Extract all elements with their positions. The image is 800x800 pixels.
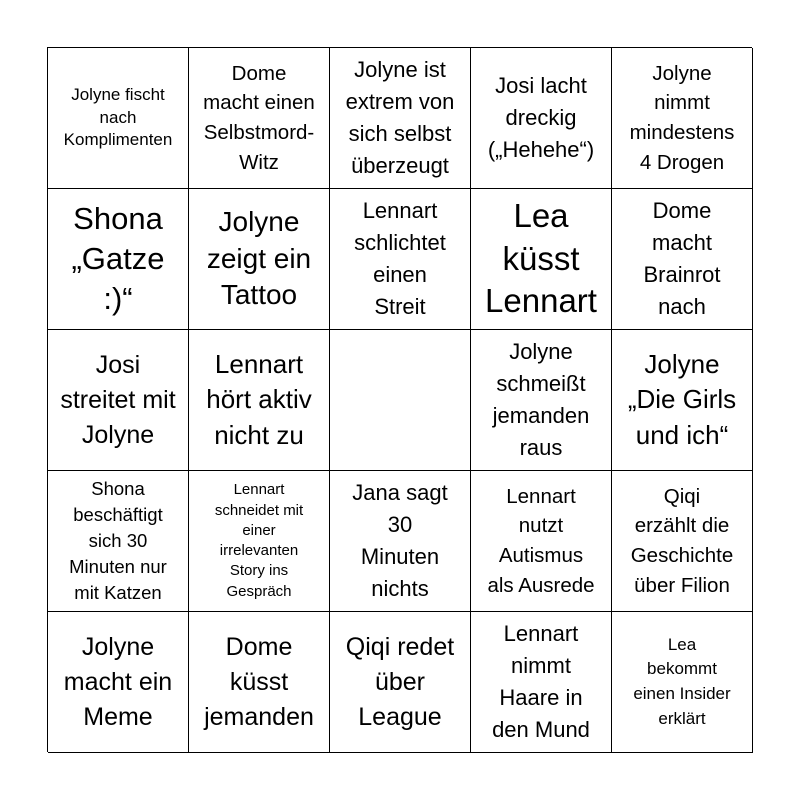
cell-text: Jolyne zeigt ein Tattoo	[206, 206, 312, 311]
bingo-cell-8[interactable]	[330, 189, 471, 330]
bingo-cell-free[interactable]	[330, 330, 471, 471]
cell-text: Lennart nutzt Autismus als Ausrede	[487, 484, 595, 597]
bingo-cell-5[interactable]	[612, 48, 753, 189]
cell-text: Lennart schneidet mit einer irrelevanten Story ins Gespräch	[214, 481, 304, 600]
cell-text: Jana sagt 30 Minuten nichts	[352, 480, 448, 601]
bingo-cell-12[interactable]	[189, 330, 330, 471]
bingo-cell-11[interactable]	[48, 330, 189, 471]
bingo-cell-7[interactable]	[189, 189, 330, 330]
bingo-cell-15[interactable]	[612, 330, 753, 471]
bingo-cell-3[interactable]	[330, 48, 471, 189]
bingo-cell-19[interactable]	[471, 471, 612, 612]
cell-text: Lennart hört aktiv nicht zu	[206, 349, 312, 450]
cell-text: Lennart schlichtet einen Streit	[354, 198, 446, 319]
bingo-cell-18[interactable]	[330, 471, 471, 612]
cell-text: Jolyne „Die Girls und ich“	[627, 349, 737, 450]
cell-text: Qiqi erzählt die Geschichte über Filion	[630, 484, 734, 597]
cell-text: Shona „Gatze :)“	[71, 200, 165, 317]
cell-text: Josi streitet mit Jolyne	[60, 350, 176, 449]
bingo-cell-24[interactable]	[471, 612, 612, 753]
bingo-cell-16[interactable]	[48, 471, 189, 612]
bingo-cell-14[interactable]	[471, 330, 612, 471]
cell-text: Dome küsst jemanden	[204, 632, 314, 731]
bingo-cell-6[interactable]	[48, 189, 189, 330]
cell-text: Shona beschäftigt sich 30 Minuten nur mit Katzen	[69, 478, 167, 603]
cell-text: Lea bekommt einen Insider erklärt	[633, 634, 731, 728]
cell-text: Jolyne macht ein Meme	[63, 632, 173, 731]
cell-text: Dome macht einen Selbstmord- Witz	[203, 61, 315, 174]
cell-text: Lea küsst Lennart	[485, 196, 597, 320]
cell-text: Jolyne ist extrem von sich selbst überzeugt	[345, 57, 455, 178]
cell-text: Jolyne fischt nach Komplimenten	[63, 84, 173, 150]
bingo-cell-9[interactable]	[471, 189, 612, 330]
cell-text: Lennart nimmt Haare in den Mund	[492, 621, 590, 742]
bingo-cell-25[interactable]	[612, 612, 753, 753]
bingo-cell-21[interactable]	[48, 612, 189, 753]
bingo-cell-20[interactable]	[612, 471, 753, 612]
bingo-cell-17[interactable]	[189, 471, 330, 612]
bingo-cell-23[interactable]	[330, 612, 471, 753]
bingo-cell-10[interactable]	[612, 189, 753, 330]
bingo-cell-22[interactable]	[189, 612, 330, 753]
bingo-board	[47, 47, 752, 752]
bingo-cell-2[interactable]	[189, 48, 330, 189]
cell-text: Josi lacht dreckig („Hehehe“)	[487, 73, 595, 162]
cell-text: Dome macht Brainrot nach	[643, 198, 721, 319]
cell-text: Jolyne schmeißt jemanden raus	[492, 339, 590, 460]
cell-text: Qiqi redet über League	[345, 632, 455, 731]
cell-text: Jolyne nimmt mindestens 4 Drogen	[629, 61, 735, 174]
bingo-cell-4[interactable]	[471, 48, 612, 189]
bingo-cell-1[interactable]	[48, 48, 189, 189]
